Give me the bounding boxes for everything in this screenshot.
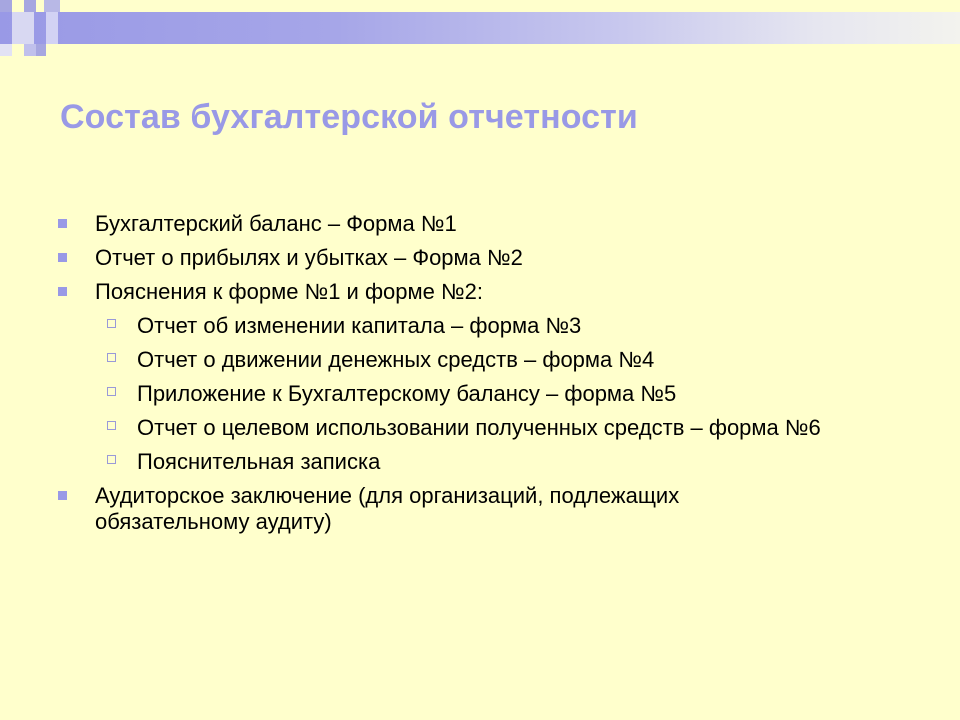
list-item-text: Отчет о прибылях и убытках – Форма №2 xyxy=(95,245,523,270)
hollow-square-bullet-icon xyxy=(107,387,116,396)
square-bullet-icon xyxy=(58,219,67,228)
decor-square xyxy=(24,44,36,56)
sub-bullet-list xyxy=(99,313,838,475)
sub-list-item xyxy=(99,449,838,475)
list-item-text: Бухгалтерский баланс – Форма №1 xyxy=(95,211,457,236)
sub-list-item xyxy=(99,415,838,441)
sub-list-item-text: Приложение к Бухгалтерскому балансу – форма №5 xyxy=(137,381,677,406)
decor-square xyxy=(12,0,24,12)
decor-square xyxy=(24,0,36,12)
hollow-square-bullet-icon xyxy=(107,319,116,328)
decor-square xyxy=(44,0,60,12)
square-bullet-icon xyxy=(58,253,67,262)
list-item xyxy=(58,211,838,237)
top-decorative-band xyxy=(0,12,960,44)
sub-list-item xyxy=(99,313,838,339)
sub-list-item-text: Отчет об изменении капитала – форма №3 xyxy=(137,313,582,338)
decor-square xyxy=(36,44,46,56)
list-item-text: Аудиторское заключение (для организаций, подлежащих обязательному аудиту) xyxy=(95,483,680,534)
decor-square xyxy=(46,12,58,44)
list-item xyxy=(58,279,838,475)
sub-list-item-text: Отчет о целевом использовании полученных средств – форма №6 xyxy=(137,415,821,440)
sub-list-item-text: Пояснительная записка xyxy=(137,449,381,474)
bullet-list xyxy=(58,211,838,543)
square-bullet-icon xyxy=(58,287,67,296)
list-item-text: Пояснения к форме №1 и форме №2: xyxy=(95,279,483,304)
hollow-square-bullet-icon xyxy=(107,421,116,430)
decor-square xyxy=(0,44,12,56)
list-item xyxy=(58,245,838,271)
hollow-square-bullet-icon xyxy=(107,455,116,464)
decor-square xyxy=(12,12,34,44)
square-bullet-icon xyxy=(58,491,67,500)
list-item xyxy=(58,483,838,535)
sub-list-item-text: Отчет о движении денежных средств – форма №4 xyxy=(137,347,655,372)
hollow-square-bullet-icon xyxy=(107,353,116,362)
sub-list-item xyxy=(99,347,838,373)
slide-title: Состав бухгалтерской отчетности xyxy=(60,98,638,136)
decor-square xyxy=(0,0,12,12)
sub-list-item xyxy=(99,381,838,407)
